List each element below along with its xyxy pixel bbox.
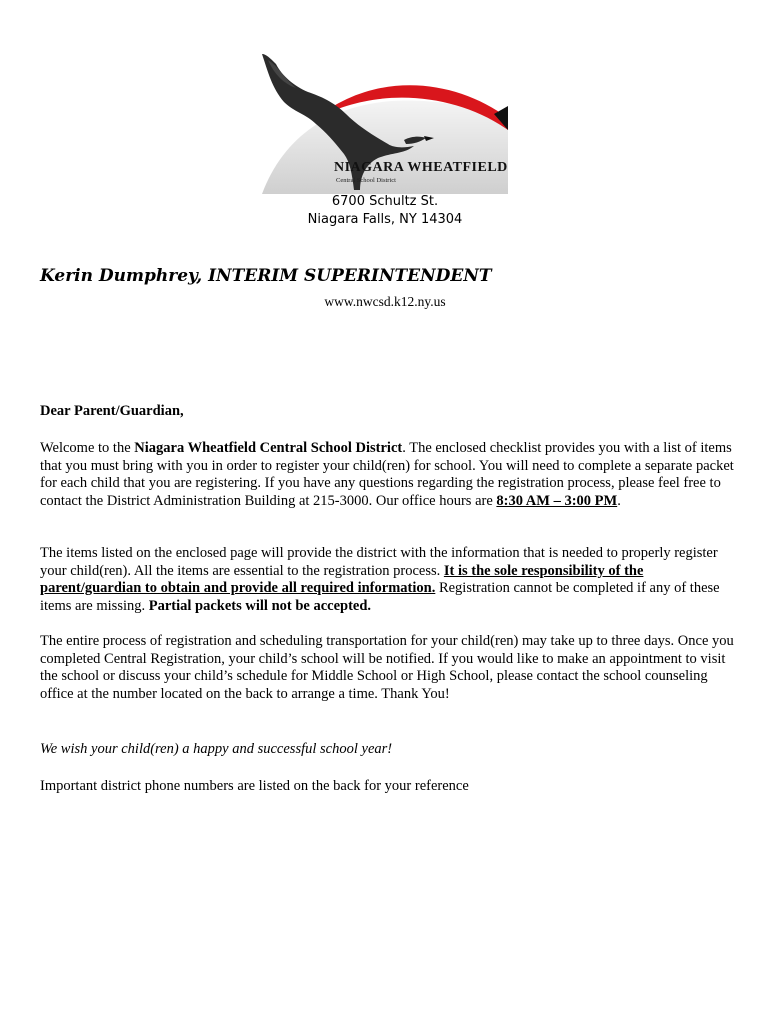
para1-text-b: . The enclosed checklist provides you with a list of items that you must bring with you in order to register your child(ren) for school. You will need to complete a separate packet for each child that you are registering. If you have any questions regarding the registration process, please feel free to contact the District Administration Building at 215-3000. Our office hours are xyxy=(40,440,734,509)
office-hours: 8:30 AM – 3:00 PM xyxy=(496,492,618,509)
greeting: Dear Parent/Guardian, xyxy=(40,403,184,419)
paragraph-welcome xyxy=(40,440,740,510)
superintendent-name: Kerin Dumphrey, INTERIM SUPERINTENDENT xyxy=(40,266,492,286)
phone-numbers-note: Important district phone numbers are listed on the back for your reference xyxy=(40,778,469,794)
address-city: Niagara Falls, NY 14304 xyxy=(307,212,463,227)
closing-wish: We wish your child(ren) a happy and successful school year! xyxy=(40,741,393,757)
paragraph-requirements xyxy=(40,545,740,615)
para1-text-c: . xyxy=(617,492,621,509)
responsibility-statement: It is the sole responsibility of the parent/guardian to obtain and provide all required information. xyxy=(40,562,644,596)
district-name: Niagara Wheatfield Central School District xyxy=(134,440,403,456)
partial-packets-warning: Partial packets will not be accepted. xyxy=(148,597,372,614)
logo-name: NIAGARA WHEATFIELD xyxy=(334,160,508,175)
district-website: www.nwcsd.k12.ny.us xyxy=(324,294,446,309)
logo-subtitle: Central School District xyxy=(336,177,396,184)
paragraph-process: The entire process of registration and scheduling transportation for your child(ren) may take up to three days. Once you completed Central Registration, your child’s school will be notified. If you would like to make an appointment to visit the school or discuss your child’s schedule for Middle School or High School, please contact the school counseling office at the number located on the back to arrange a time. Thank You! xyxy=(40,633,734,702)
para2-text-b: Registration cannot be completed if any of these items are missing. xyxy=(40,580,720,614)
para1-text-a: Welcome to the xyxy=(40,440,135,456)
district-logo xyxy=(254,48,510,194)
para2-text-a: The items listed on the enclosed page will provide the district with the information that is needed to properly register your child(ren). All the items are essential to the registration process. xyxy=(40,545,718,579)
address-street: 6700 Schultz St. xyxy=(331,194,439,209)
